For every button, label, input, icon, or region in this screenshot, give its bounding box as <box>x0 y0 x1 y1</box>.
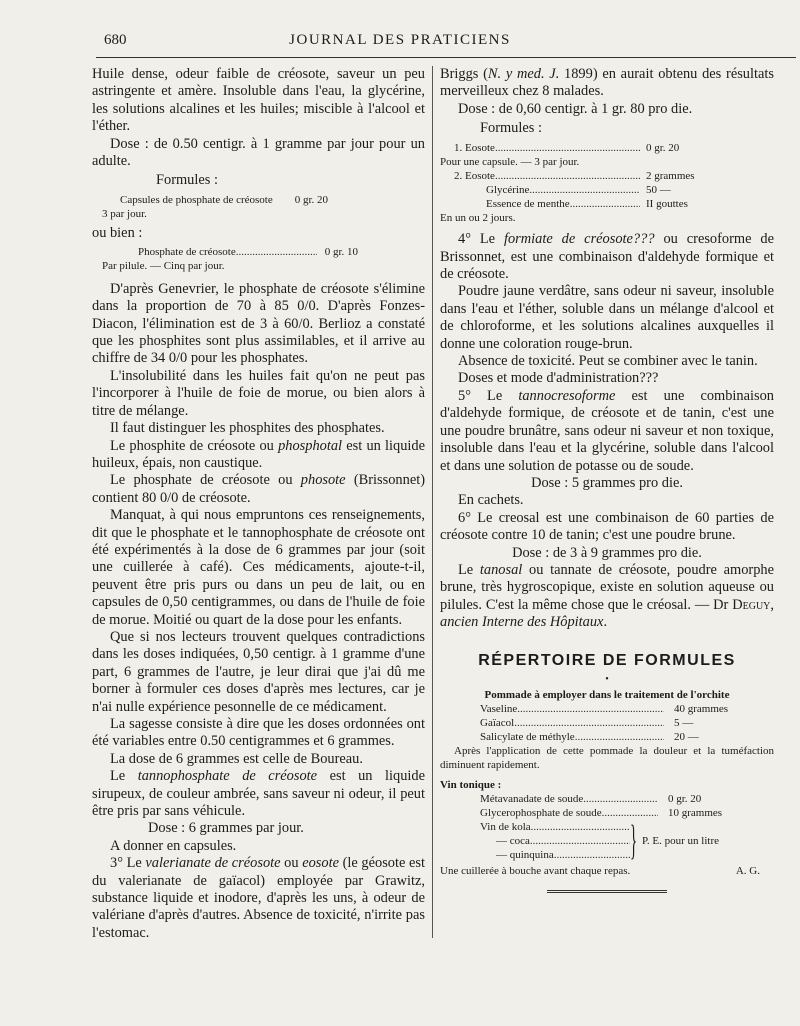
paragraph: ou bien : <box>92 225 143 242</box>
section-title: RÉPERTOIRE DE FORMULES <box>478 651 736 669</box>
formula-line: Glycérine ..... 50 — <box>486 183 716 197</box>
formula-line: Essence de menthe ..... II gouttes <box>486 197 716 211</box>
right-column <box>440 66 774 893</box>
formula-line: Glycerophosphate de soude ..... 10 grammes <box>480 806 742 820</box>
signature: A. G. <box>735 864 760 877</box>
paragraph: Poudre jaune verdâtre, sans odeur ni saveur, insoluble dans l'eau et l'éther, soluble dans un mélange d'alcool et de chloroforme, et les solutions alcalines auxquelles il donne une coloration rouge-brun. <box>440 283 774 352</box>
paragraph: Huile dense, odeur faible de créosote, saveur un peu astringente et amère. Insoluble dans l'eau, la glycérine, les solutions alcalines et les huiles; miscible à l'alcool et l'éther. <box>92 66 425 135</box>
formula-quantity: 0 gr. 10 <box>324 245 358 258</box>
paragraph: Le phosphite de créosote ou phosphotal est un liquide huileux, épais, non caustique. <box>92 437 426 471</box>
paragraph: Il faut distinguer les phosphites des phosphates. <box>110 420 385 437</box>
paragraph: Briggs (N. y med. J. 1899) en aurait obtenu des résultats merveilleux chez 8 malades. <box>440 66 774 100</box>
paragraph: La sagesse consiste à dire que les doses ordonnées ont été variables entre 0.50 centigrammes et 6 grammes. <box>92 716 425 750</box>
header-rule <box>96 57 796 58</box>
formula-note: Pour une capsule. — 3 par jour. <box>440 156 580 169</box>
paragraph: Dose : de 0.50 centigr. à 1 gramme par jour pour un adulte. <box>92 135 425 170</box>
left-column <box>92 66 425 942</box>
formula-note: Par pilule. — Cinq par jour. <box>102 259 225 272</box>
paragraph: Manquat, à qui nous empruntons ces renseignements, dit que le phosphate et le tannophosphate de créosote ont été expérimentés à la dose de 6 grammes par jour (soit une cuillerée à café). Ces médicaments, ajoute-t-il, peuvent être pris purs ou dans un peu de lait, ou en capsules de 0,50 centigrammes, ou dans de l'huile de foie de morue. Moitié ou quart de la dose pour les enfants. <box>92 507 425 628</box>
formula-line: Salicylate de méthyle ..... 20 — <box>480 730 748 744</box>
formula-line: 1. Eosote ..... 0 gr. 20 <box>454 141 702 155</box>
formulas-label: Formules : <box>156 172 218 189</box>
paragraph: Doses et mode d'administration??? <box>458 370 659 387</box>
formula-line: Vaseline ..... 40 grammes <box>480 702 748 716</box>
paragraph: 6° Le creosal est une combinaison de 60 parties de créosote contre 10 de tanin; c'est une poudre brune. <box>440 509 774 544</box>
end-rule <box>547 890 667 893</box>
ornament-dot: • <box>605 673 609 685</box>
formula-quantity: 0 gr. 20 <box>294 194 329 207</box>
formula-line: 2. Eosote ..... 2 grammes <box>454 169 716 183</box>
formula-brace-group: Vin de kola ..... — coca ..... — quinquina ..... } P. E. pour un litre <box>440 820 774 864</box>
formula-note: En un ou 2 jours. <box>440 212 516 225</box>
paragraph: 4° Le formiate de créosote??? ou cresoforme de Brissonnet, est une combinaison d'aldehyde formique et de créosote. <box>440 231 774 283</box>
paragraph: Que si nos lecteurs trouvent quelques contradictions dans les doses indiquées, 0,50 centigr. à 1 gramme d'une part, 6 grammes de l'autre, je leur dirai que j'ai dû me borner à formuler ces doses d'après mes lectures, car je n'ai nulle expérience pesonnelle de ce médicament. <box>92 628 425 715</box>
formula-note: Après l'application de cette pommade la douleur et la tuméfaction diminuent rapidement. <box>440 744 774 771</box>
formula-line: Gaïacol ..... 5 — <box>480 716 748 730</box>
paragraph: Dose : 5 grammes pro die. <box>531 474 683 491</box>
paragraph: Le tanosal ou tannate de créosote, poudre amorphe brune, très hygroscopique, existe en solution aqueuse ou pilules. C'est la même chose que le créosal. — Dr Deguy, ancien Interne des Hôpitaux. <box>440 561 774 631</box>
page-number: 680 <box>104 32 127 48</box>
paragraph: 3° Le valerianate de créosote ou eosote (le géosote est du valerianate de gaïacol) employée par Grawitz, substance liquide et inodore, d'après les uns, à odeur de valériane d'après d'autres. Absence de toxicité, n'irrite pas l'estomac. <box>92 855 425 941</box>
paragraph: Dose : de 3 à 9 grammes pro die. <box>512 544 702 561</box>
paragraph: L'insolubilité dans les huiles fait qu'on ne peut pas l'incorporer à l'huile de foie de morue, ou bien alors à titre de mélange. <box>92 367 425 419</box>
paragraph: Dose : 6 grammes par jour. <box>148 820 304 837</box>
paragraph: A donner en capsules. <box>110 837 237 854</box>
formula-footer: Une cuillerée à bouche avant chaque repas. A. G. <box>440 864 760 877</box>
page-header <box>0 30 800 52</box>
formula-ingredient: Phosphate de créosote <box>138 245 236 258</box>
paragraph: Le phosphate de créosote ou phosote (Brissonnet) contient 80 0/0 de créosote. <box>92 472 425 506</box>
formula-note: 3 par jour. <box>102 208 147 221</box>
formula-line: Métavanadate de soude ..... 0 gr. 20 <box>480 792 742 806</box>
formula-quantity: P. E. pour un litre <box>642 834 719 847</box>
paragraph: Absence de toxicité. Peut se combiner avec le tanin. <box>458 353 758 370</box>
formulas-label: Formules : <box>480 120 542 137</box>
formula-heading: Pommade à employer dans le traitement de l'orchite <box>484 688 730 701</box>
formula-heading: Vin tonique : <box>440 778 502 791</box>
paragraph: D'après Genevrier, le phosphate de créosote s'élimine dans la proportion de 70 à 85 0/0. D'après Fonzes-Diacon, l'élimination est de 3 à 60/0. Berlioz a constaté que les phosphites sont plus assimilables, et il arrive au chiffre de 34 0/0 pour les phosphates. <box>92 280 425 367</box>
paragraph: Le tannophosphate de créosote est un liquide sirupeux, de couleur ambrée, sans saveur ni odeur, il peut être pris par sans véhicule. <box>92 768 426 820</box>
brace-icon: } <box>630 817 638 864</box>
formula-ingredient: Capsules de phosphate de créosote <box>120 194 273 207</box>
column-divider <box>432 66 433 938</box>
journal-title: JOURNAL DES PRATICIENS <box>289 32 511 48</box>
paragraph: Dose : de 0,60 centigr. à 1 gr. 80 pro die. <box>458 100 693 117</box>
formula-line <box>120 193 380 207</box>
paragraph: En cachets. <box>458 492 524 509</box>
paragraph: 5° Le tannocresoforme est une combinaison d'aldehyde formique, de créosote et de tanin, c'est une une poudre brunâtre, sans odeur ni saveur et non toxique, insoluble dans l'eau et la glycérine, soluble dans l'alcool et dans une solution de potasse ou de soude. <box>440 387 774 474</box>
formula-line <box>138 245 358 259</box>
paragraph: La dose de 6 grammes est celle de Boureau. <box>110 750 363 767</box>
